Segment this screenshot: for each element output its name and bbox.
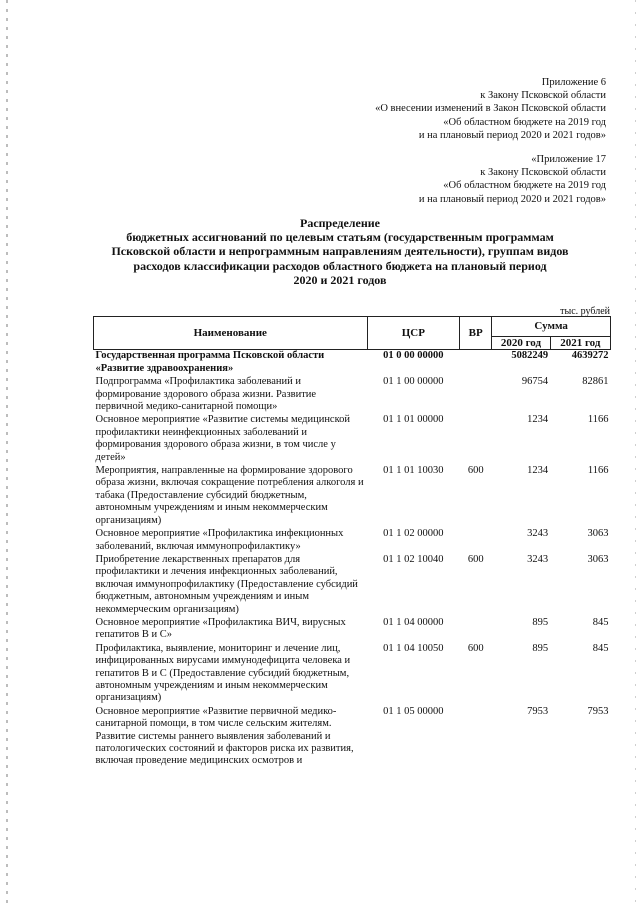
document-title [80, 216, 600, 287]
title-line: бюджетных ассигнований по целевым статьям (государственным программам [126, 230, 554, 245]
row-csr: 01 0 00 00000 [383, 350, 444, 362]
title-line: Псковской области и непрограммным направлениям деятельности), группам видов [111, 244, 569, 259]
row-csr: 01 1 04 00000 [383, 616, 444, 628]
title-line: 2020 и 2021 годов [293, 272, 387, 287]
row-sum-2021: 1166 [587, 414, 609, 426]
row-csr: 01 1 01 00000 [383, 414, 444, 426]
appendix-current-line: «О внесении изменений в Закон Псковской области [375, 103, 606, 115]
row-sum-2020: 5082249 [511, 350, 549, 362]
appendix-current-header [375, 76, 606, 142]
table-row [94, 376, 611, 414]
table-row [94, 465, 611, 528]
row-sum-2021: 3063 [587, 553, 609, 565]
row-name: Приобретение лекарственных препаратов для профилактики и лечения инфекционных заболеваний, включая иммунопрофилактику (Предоставление субсидий бюджетным, автономным учреждениям и иным некоммерческим организациям) [95, 553, 358, 615]
row-csr: 01 1 02 10040 [383, 553, 444, 565]
row-csr: 01 1 00 00000 [383, 376, 444, 388]
row-vr [460, 414, 492, 465]
row-sum-2020: 7953 [527, 705, 549, 717]
row-name: Мероприятия, направленные на формирование здорового образа жизни, включая сокращение потребления алкоголя и табака (Предоставление субсидий бюджетным, автономным учреждениям и иным некоммерческим организациям) [95, 465, 364, 526]
header-sum: Сумма [492, 317, 611, 337]
header-year-2020: 2020 год [492, 337, 550, 350]
row-csr: 01 1 02 00000 [383, 528, 444, 540]
row-sum-2020: 1234 [527, 465, 549, 477]
row-sum-2021: 1166 [587, 465, 609, 477]
row-sum-2020: 895 [532, 642, 549, 654]
row-vr [460, 528, 492, 554]
row-sum-2020: 3243 [527, 528, 549, 540]
appendix-original-line: «Об областном бюджете на 2019 год [443, 180, 606, 192]
row-name: Подпрограмма «Профилактика заболеваний и формирование здорового образа жизни. Развитие первичной медико-санитарной помощи» [95, 376, 317, 413]
row-sum-2020: 3243 [527, 553, 549, 565]
row-sum-2021: 7953 [587, 705, 609, 717]
row-name: Основное мероприятие «Профилактика инфекционных заболеваний, включая иммунопрофилактику» [95, 528, 344, 552]
appendix-original-line: к Закону Псковской области [480, 167, 606, 179]
row-name: Государственная программа Псковской области «Развитие здравоохранения» [95, 350, 325, 374]
table-row [94, 706, 611, 769]
row-vr [460, 706, 492, 769]
table-row [94, 617, 611, 643]
row-name: Основное мероприятие «Развитие системы медицинской профилактики неинфекционных заболеваний и формирования здорового образа жизни, в том числе у детей» [95, 414, 351, 463]
units-label: тыс. рублей [560, 306, 610, 317]
row-name: Основное мероприятие «Развитие первичной медико-санитарной помощи, в том числе сельским жителям. Развитие системы раннего выявления заболеваний и патологических состояний и факторов риска их развития, включая проведение медицинских осмотров и [95, 705, 354, 767]
budget-table [93, 316, 611, 769]
header-vr: ВР [460, 317, 492, 350]
row-vr [460, 376, 492, 414]
appendix-original-header [419, 153, 606, 206]
row-vr: 600 [467, 553, 484, 565]
table-row [94, 414, 611, 465]
row-sum-2021: 845 [592, 616, 609, 628]
row-csr: 01 1 04 10050 [383, 642, 444, 654]
row-csr: 01 1 05 00000 [383, 705, 444, 717]
scan-edge-mark-right [635, 0, 636, 905]
table-row [94, 554, 611, 617]
row-sum-2021: 82861 [582, 376, 609, 388]
row-csr: 01 1 01 10030 [383, 465, 444, 477]
row-vr [460, 350, 492, 376]
title-line: Распределение [299, 216, 381, 230]
title-line: расходов классификации расходов областного бюджета на плановый период [133, 258, 547, 273]
row-name: Профилактика, выявление, мониторинг и лечение лиц, инфицированных вирусами иммунодефицита человека и гепатитов В и С (Предоставление субсидий бюджетным, автономным учреждениям и иным некоммерческим организациям) [95, 642, 351, 704]
row-sum-2021: 4639272 [571, 350, 609, 362]
row-vr: 600 [467, 642, 484, 654]
header-name: Наименование [94, 317, 368, 350]
appendix-current-line: Приложение 6 [541, 77, 606, 88]
appendix-current-line: «Об областном бюджете на 2019 год [443, 116, 606, 128]
table-row [94, 528, 611, 554]
appendix-original-line: и на плановый период 2020 и 2021 годов» [418, 193, 606, 205]
row-name: Основное мероприятие «Профилактика ВИЧ, вирусных гепатитов В и С» [95, 616, 346, 641]
appendix-current-line: к Закону Псковской области [480, 90, 606, 102]
table-row [94, 643, 611, 706]
row-vr [460, 617, 492, 643]
row-vr: 600 [467, 465, 484, 477]
scan-edge-mark [6, 0, 8, 905]
row-sum-2020: 895 [532, 616, 549, 628]
appendix-current-line: и на плановый период 2020 и 2021 годов» [418, 129, 606, 141]
row-sum-2020: 96754 [521, 376, 549, 388]
row-sum-2021: 845 [592, 642, 609, 654]
row-sum-2020: 1234 [527, 414, 549, 426]
header-year-2021: 2021 год [550, 337, 610, 350]
budget-table-body [94, 350, 611, 769]
header-csr: ЦСР [367, 317, 460, 350]
table-row [94, 350, 611, 376]
row-sum-2021: 3063 [587, 528, 609, 540]
appendix-original-line: «Приложение 17 [531, 154, 606, 165]
